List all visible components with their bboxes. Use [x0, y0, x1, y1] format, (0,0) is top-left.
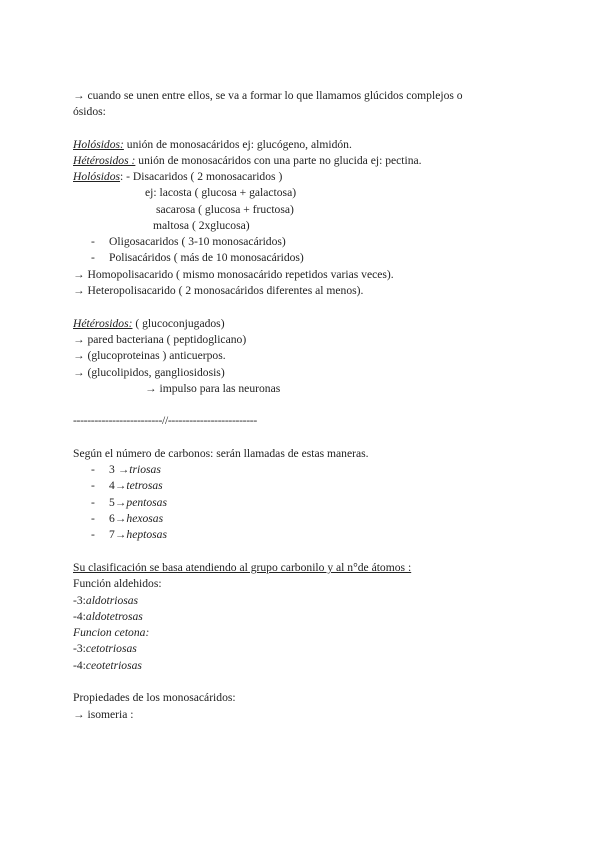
disacarido-example-3: maltosa ( 2xglucosa) — [153, 219, 250, 232]
carbono-item-4: - 4→tetrosas — [91, 479, 163, 492]
clasificacion-heading: Su clasificación se basa atendiendo al grupo carbonilo y al n°de átomos : — [73, 561, 412, 574]
propiedades-heading: Propiedades de los monosacáridos: — [73, 691, 236, 704]
isomeria-item: → isomeria : — [73, 708, 134, 721]
holosidos-term: Holósidos: — [73, 138, 124, 151]
section-separator: -------------------------//------------------------- — [73, 414, 257, 427]
heterosidos-text: unión de monosacáridos con una parte no glucida ej: pectina. — [135, 154, 422, 167]
heterosidos-term: Hétérosidos : — [73, 154, 136, 167]
intro-line-2: ósidos: — [73, 105, 106, 118]
holosidos-list-term: Holósidos — [73, 170, 121, 183]
funcion-aldehidos: Función aldehidos: — [73, 577, 162, 590]
heterosidos-list-term: Hétérosidos: — [73, 317, 133, 330]
heterosido-item-3: → (glucolipidos, gangliosidosis) — [73, 366, 225, 379]
ceotetriosas-item: -4:ceotetriosas — [73, 659, 142, 672]
carbonos-intro: Según el número de carbonos: serán llamadas de estas maneras. — [73, 447, 369, 460]
heterosidos-definition — [73, 154, 422, 168]
aldotetrosas-item: -4:aldotetrosas — [73, 610, 143, 623]
holosidos-list-heading — [73, 170, 282, 184]
carbono-item-5: - 5→pentosas — [91, 496, 167, 509]
carbono-item-7: - 7→heptosas — [91, 528, 167, 541]
disacarido-example-2: sacarosa ( glucosa + fructosa) — [156, 203, 294, 216]
disacaridos-item: : - Disacaridos ( 2 monosacaridos ) — [120, 170, 283, 183]
disacarido-example-1: ej: lacosta ( glucosa + galactosa) — [145, 186, 297, 199]
intro-line-1: → cuando se unen entre ellos, se va a formar lo que llamamos glúcidos complejos o — [73, 89, 463, 102]
heterosido-item-2: → (glucoproteinas ) anticuerpos. — [73, 349, 226, 362]
aldotriosas-item: -3:aldotriosas — [73, 594, 139, 607]
holosidos-definition — [73, 138, 352, 152]
holosidos-text: unión de monosacáridos ej: glucógeno, almidón. — [123, 138, 352, 151]
heterosidos-list-heading: Hétérosidos: ( glucoconjugados) — [73, 317, 225, 330]
heterosido-item-1: → pared bacteriana ( peptidoglicano) — [73, 333, 247, 346]
carbono-item-6: - 6→hexosas — [91, 512, 164, 525]
polisacaridos-item: - Polisacáridos ( más de 10 monosacáridos) — [91, 251, 304, 264]
heterosido-item-4: → impulso para las neuronas — [145, 382, 281, 395]
heteropolisacarido-item: → Heteropolisacarido ( 2 monosacáridos diferentes al menos). — [73, 284, 364, 297]
carbono-item-3: - 3 →triosas — [91, 463, 161, 476]
oligosacaridos-item: - Oligosacaridos ( 3-10 monosacáridos) — [91, 235, 286, 248]
funcion-cetona: Funcion cetona: — [73, 626, 150, 639]
cetotriosas-item: -3:cetotriosas — [73, 642, 137, 655]
homopolisacarido-item: → Homopolisacarido ( mismo monosacárido repetidos varias veces). — [73, 268, 394, 281]
